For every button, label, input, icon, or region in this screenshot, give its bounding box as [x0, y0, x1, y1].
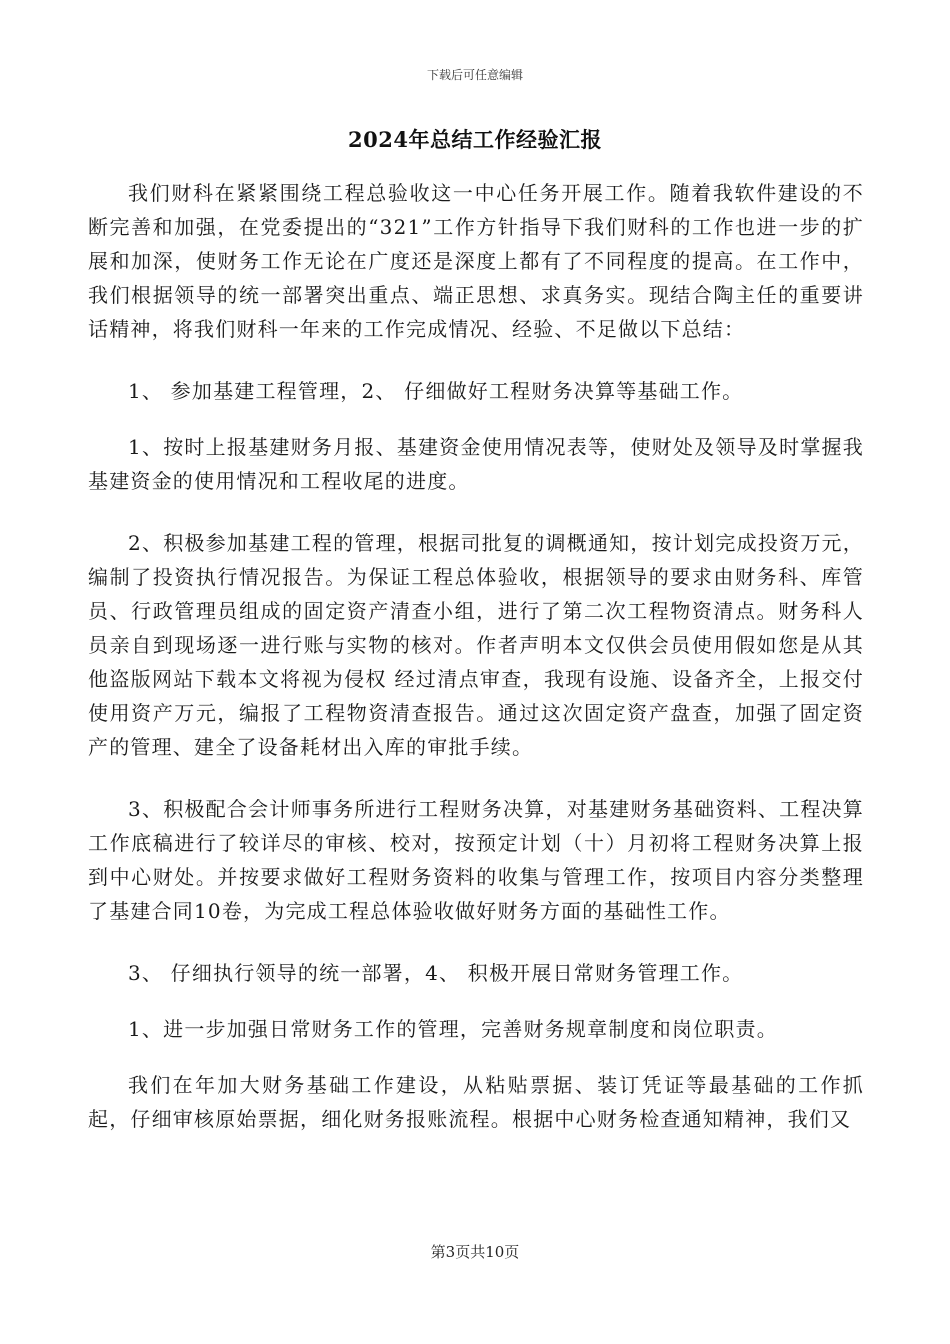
- paragraph-section-1-heading: 1、 参加基建工程管理，2、 仔细做好工程财务决算等基础工作。: [128, 379, 744, 403]
- paragraph-item-1: 1、按时上报基建财务月报、基建资金使用情况表等，使财处及领导及时掌握我基建资金的使用情况和工程收尾的进度。: [88, 435, 864, 493]
- page-header: 下载后可任意编辑: [426, 68, 523, 82]
- paragraph-item-daily-1: 1、进一步加强日常财务工作的管理，完善财务规章制度和岗位职责。: [128, 1017, 778, 1041]
- paragraph-basic-work: 我们在年加大财务基础工作建设，从粘贴票据、装订凭证等最基础的工作抓起，仔细审核原始票据，细化财务报账流程。根据中心财务检查通知精神，我们又: [88, 1073, 864, 1131]
- paragraph-item-3: 3、积极配合会计师事务所进行工程财务决算，对基建财务基础资料、工程决算工作底稿进行了较详尽的审核、校对，按预定计划（十）月初将工程财务决算上报到中心财处。并按要求做好工程财务资料的收集与管理工作，按项目内容分类整理了基建合同10卷，为完成工程总体验收做好财务方面的基础性工作。: [88, 797, 864, 923]
- paragraph-intro: 我们财科在紧紧围绕工程总验收这一中心任务开展工作。随着我软件建设的不断完善和加强，在党委提出的“321”工作方针指导下我们财科的工作也进一步的扩展和加深，使财务工作无论在广度还是深度上都有了不同程度的提高。在工作中，我们根据领导的统一部署突出重点、端正思想、求真务实。现结合陶主任的重要讲话精神，将我们财科一年来的工作完成情况、经验、不足做以下总结：: [88, 181, 864, 341]
- paragraph-item-2: 2、积极参加基建工程的管理，根据司批复的调概通知，按计划完成投资万元，编制了投资执行情况报告。为保证工程总体验收，根据领导的要求由财务科、库管员、行政管理员组成的固定资产清查小组，进行了第二次工程物资清点。财务科人员亲自到现场逐一进行账与实物的核对。作者声明本文仅供会员使用假如您是从其他盗版网站下载本文将视为侵权 经过清点审查，我现有设施、设备齐全，上报交付使用资产万元，编报了工程物资清查报告。通过这次固定资产盘查，加强了固定资产的管理、建全了设备耗材出入库的审批手续。: [88, 531, 864, 759]
- page-number: 第3页共10页: [430, 1243, 520, 1261]
- document-body: [88, 176, 864, 1164]
- document-title: 2024年总结工作经验汇报: [348, 127, 602, 152]
- paragraph-section-3-heading: 3、 仔细执行领导的统一部署，4、 积极开展日常财务管理工作。: [128, 961, 744, 985]
